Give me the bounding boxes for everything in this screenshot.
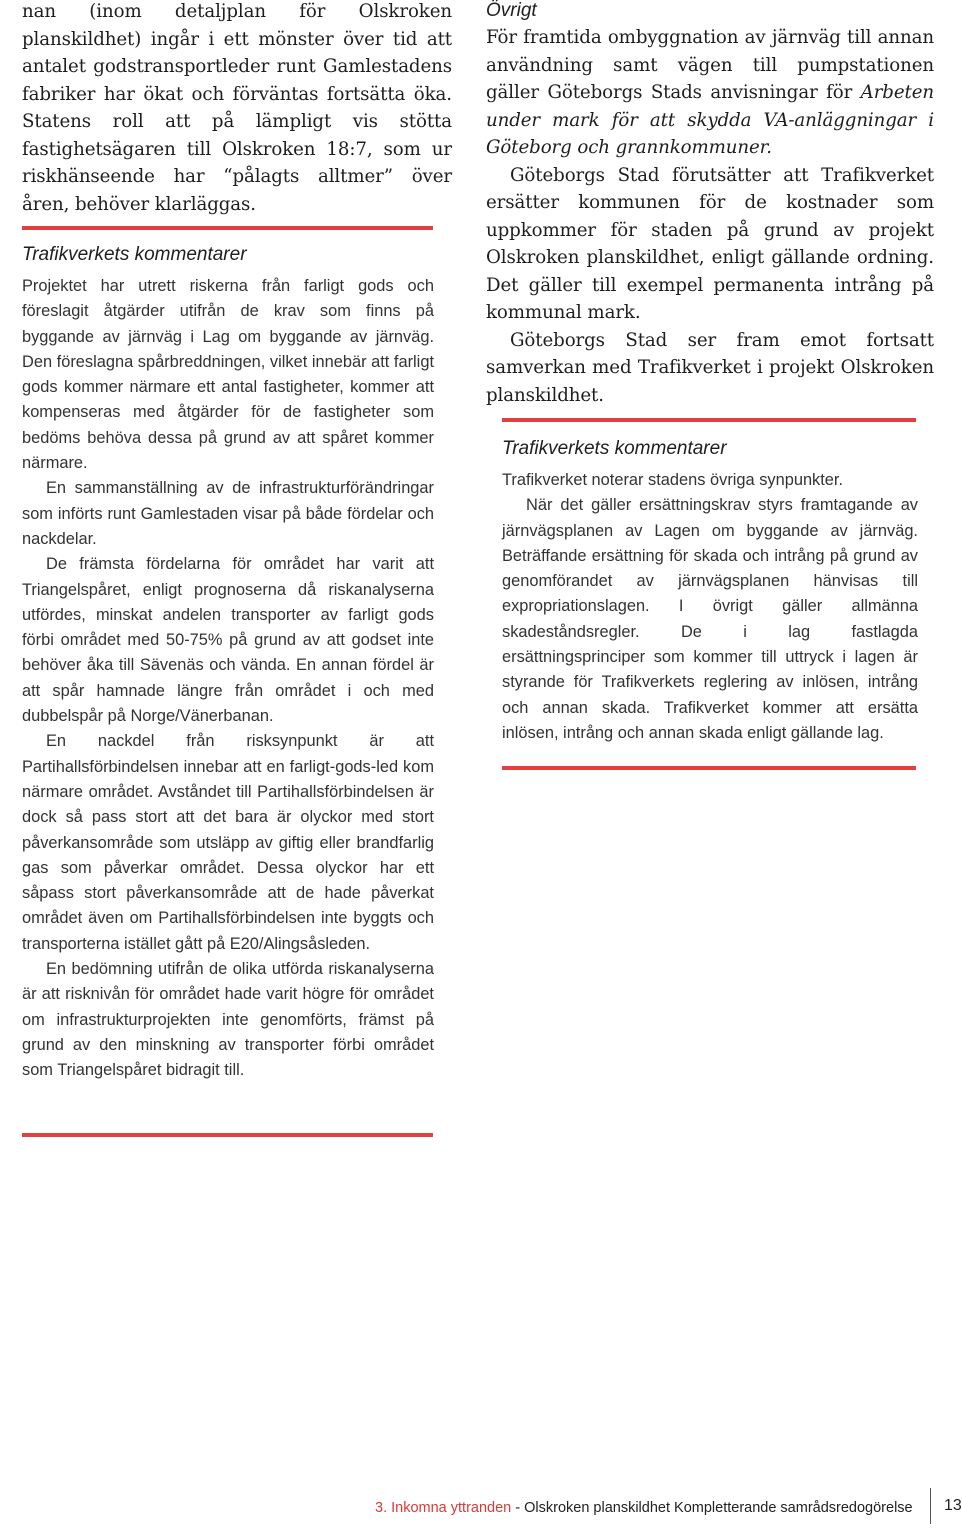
footer-title: Olskroken planskildhet Kompletterande samrådsredogörelse xyxy=(524,1500,913,1516)
comment-paragraph: Projektet har utrett riskerna från farligt gods och föreslagit åtgärder utifrån de krav som finns på byggande av järnväg i Lag om byggande av järnväg. Den föreslagna spårbreddningen, vilket innebär att farligt gods kommer närmare ett antal fastigheter, kommer att kompenseras med åtgärder för de fastigheter som bedöms behöva dessa på grund av att spåret kommer närmare. xyxy=(22,277,434,473)
comment-title: Trafikverkets kommentarer xyxy=(22,244,247,265)
section-divider xyxy=(502,418,916,422)
comment-paragraph: En sammanställning av de infrastrukturförändringar som införts runt Gamlestaden visar på både fördelar och nackdelar. xyxy=(22,479,434,548)
comment-body xyxy=(22,274,434,1084)
paragraph-text: För framtida ombyggnation av järnväg till annan användning samt vägen till pumpstationen gäller Göteborgs Stads anvisningar för xyxy=(486,27,934,103)
footer-divider xyxy=(930,1488,931,1524)
paragraph-italic-text: Arbeten under mark för att skydda VA-anläggningar i Göteborg och grannkommuner. xyxy=(486,82,934,158)
paragraph xyxy=(486,24,934,162)
intro-paragraph: nan (inom detaljplan för Olskroken planskildhet) ingår i ett mönster över tid att antalet godstransportleder runt Gamlestadens fabriker har ökat och förväntas fortsätta öka. Statens roll att på lämpligt vis stötta fastighetsägaren till Olskroken 18:7, som ur riskhänseende har “pålagts alltmer” över åren, behöver klarläggas. xyxy=(22,1,452,215)
right-comment-box xyxy=(502,438,918,746)
paragraph: Göteborgs Stad ser fram emot fortsatt samverkan med Trafikverket i projekt Olskroken planskildhet. xyxy=(486,329,934,406)
left-comment-box xyxy=(22,244,434,1084)
section-heading: Övrigt xyxy=(486,0,537,21)
paragraph: Göteborgs Stad förutsätter att Trafikverket ersätter kommunen för de kostnader som uppkommer för staden på grund av projekt Olskroken planskildhet, enligt gällande ordning. Det gäller till exempel permanenta intrång på kommunal mark. xyxy=(486,164,934,323)
page-footer xyxy=(375,1500,913,1516)
comment-paragraph: Trafikverket noterar stadens övriga synpunkter. xyxy=(502,471,844,489)
right-body xyxy=(486,24,934,409)
comment-paragraph: En nackdel från risksynpunkt är att Partihallsförbindelsen innebar att en farligt-gods-led kom närmare området. Avståndet till Partihallsförbindelsen är dock så pass stort att det bara är olyckor med stort påverkansområde som utsläpp av giftig eller brandfarlig gas som påverkar området. Dessa olyckor har ett såpass stort påverkansområde att de hade påverkat området även om Partihallsförbindelsen inte byggts och transporterna istället gått på E20/Alingsåsleden. xyxy=(22,732,434,953)
comment-paragraph: En bedömning utifrån de olika utförda riskanalyserna är att risknivån för området hade varit högre för området om infrastrukturprojekten inte genomförts, främst på grund av den minskning av transporter förbi området som Triangelspåret bidragit till. xyxy=(22,960,434,1080)
section-divider xyxy=(22,1133,433,1137)
section-divider xyxy=(22,226,433,230)
comment-paragraph: De främsta fördelarna för området har varit att Triangelspåret, enligt prognoserna då riskanalyserna utfördes, minskat andelen transporter av farligt gods förbi området med 50-75% på grund av att godset inte behöver åka till Sävenäs och vända. En annan fördel är att spår hamnade längre från området i och med dubbelspår på Norge/Vänerbanan. xyxy=(22,555,434,726)
section-divider xyxy=(502,766,916,770)
page-number: 13 xyxy=(944,1497,962,1514)
comment-paragraph: När det gäller ersättningskrav styrs framtagande av järnvägsplanen av Lagen om byggande av järnväg. Beträffande ersättning för skada och intrång på grund av genomförandet av järnvägsplanen hänvisas till expropriationslagen. I övrigt gäller allmänna skadeståndsregler. De i lag fastlagda ersättningsprinciper som kommer till uttryck i lagen är styrande för Trafikverkets reglering av inlösen, intrång och annan skada. Trafikverket kommer att ersätta inlösen, intrång och annan skada enligt gällande lag. xyxy=(502,496,918,742)
comment-body xyxy=(502,468,918,746)
left-intro-text xyxy=(22,0,452,218)
comment-title: Trafikverkets kommentarer xyxy=(502,438,727,459)
right-text xyxy=(486,0,934,409)
footer-separator: - xyxy=(511,1500,525,1516)
footer-section: 3. Inkomna yttranden xyxy=(375,1500,512,1516)
